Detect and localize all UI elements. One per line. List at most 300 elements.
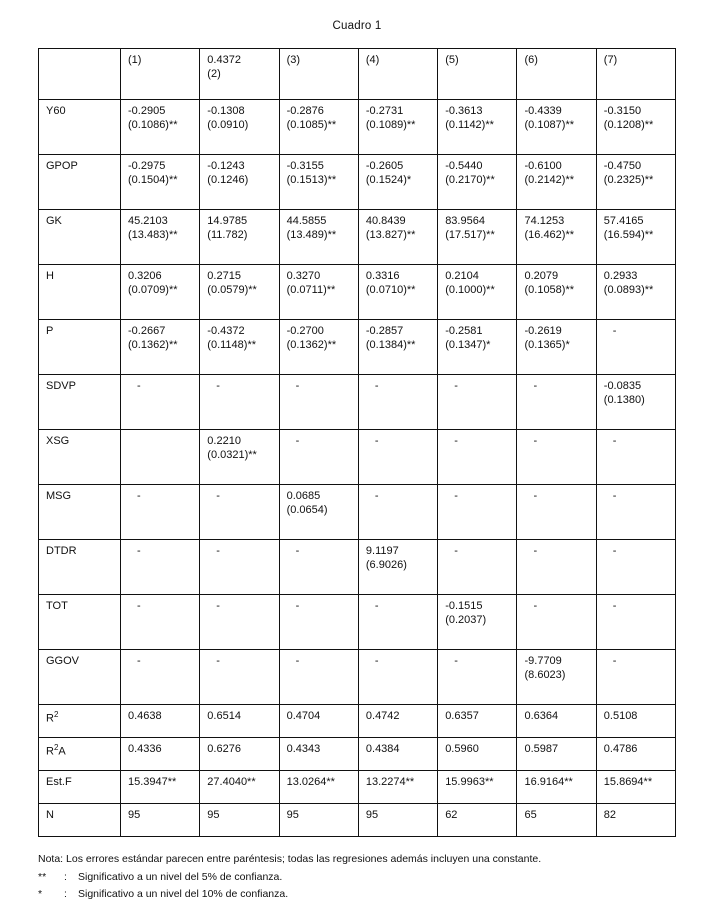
table-cell [596,320,675,375]
table-cell [438,155,517,210]
cell-coefficient: - [533,490,538,502]
table-cell [121,595,200,650]
cell-standard-error: (0.1087)** [524,118,575,131]
cell-coefficient: - [612,325,617,337]
column-header-2-line2: (2) [207,67,221,80]
table-cell [596,595,675,650]
cell-coefficient: -0.1243 [207,160,245,172]
table-cell [279,210,358,265]
row-label-superscript: 2 [53,743,59,752]
table-cell [121,265,200,320]
row-label-text: P [46,325,54,337]
cell-coefficient: - [137,380,141,392]
cell-coefficient: - [216,655,220,667]
table-cell [200,650,279,705]
table-row [39,265,676,320]
cell-standard-error: (0.0709)** [128,283,178,296]
cell-coefficient: - [216,380,220,392]
row-label-text: MSG [46,490,72,502]
cell-coefficient: -0.0835 [603,380,642,392]
cell-standard-error: (0.1142)** [445,118,494,131]
cell-standard-error: (13.483)** [128,228,178,241]
cell-standard-error: (0.2142)** [524,173,575,186]
cell-coefficient: -0.5440 [445,160,483,172]
cell-coefficient: 13.0264** [286,776,335,788]
table-cell [121,705,200,738]
table-cell [517,804,596,837]
table-cell [279,595,358,650]
table-row [39,430,676,485]
cell-coefficient: 0.4742 [365,710,400,722]
row-label-p [39,320,121,375]
table-cell [358,155,437,210]
cell-coefficient: - [612,655,617,667]
cell-coefficient: -0.2731 [365,105,404,117]
column-header-5-line1: (5) [445,54,459,66]
note-item-2-colon: : [64,887,67,900]
cell-coefficient: - [612,545,617,557]
cell-coefficient: 0.5108 [603,710,638,722]
cell-coefficient: 14.9785 [207,215,248,227]
table-cell [121,771,200,804]
table-cell [358,265,437,320]
table-cell [517,650,596,705]
table-cell [438,595,517,650]
row-label-h [39,265,121,320]
table-cell [517,595,596,650]
row-label-gpop [39,155,121,210]
cell-standard-error: (0.1362)** [286,338,337,351]
table-cell [596,210,675,265]
table-cell [279,650,358,705]
cell-coefficient: - [533,600,538,612]
table-row [39,320,676,375]
table-cell [438,265,517,320]
table-cell [358,595,437,650]
table-cell [517,485,596,540]
cell-coefficient: - [137,545,141,557]
cell-standard-error: (0.1380) [603,393,645,406]
cell-standard-error: (0.1384)** [365,338,416,351]
row-label-text: SDVP [46,380,76,392]
table-row [39,210,676,265]
note-item-2-mark: * [38,887,43,900]
cell-coefficient: -0.3155 [286,160,324,172]
table-cell [121,430,200,485]
table-cell [517,100,596,155]
cell-coefficient: 0.4786 [603,743,638,755]
row-label-ggov [39,650,121,705]
cell-coefficient: - [216,545,220,557]
cell-coefficient: 9.1197 [365,545,399,557]
table-cell [121,375,200,430]
table-cell [438,705,517,738]
cell-standard-error: (8.6023) [524,668,566,681]
row-label-r2a [39,738,121,771]
cell-coefficient: -0.2700 [286,325,324,337]
table-cell [517,705,596,738]
table-row [39,155,676,210]
cell-standard-error: (0.1085)** [286,118,337,131]
table-cell [121,650,200,705]
cell-coefficient: 95 [207,809,220,821]
table-cell [279,485,358,540]
row-label-text: Y60 [46,105,66,117]
cell-coefficient: - [216,600,220,612]
table-cell [200,265,279,320]
cell-coefficient: 74.1253 [524,215,565,227]
cell-coefficient: - [454,435,458,447]
table-cell [517,375,596,430]
table-cell [358,804,437,837]
cell-coefficient: - [612,435,617,447]
table-cell [358,485,437,540]
cell-coefficient: -0.3613 [445,105,483,117]
cell-coefficient: - [295,380,300,392]
cell-standard-error: (0.1504)** [128,173,178,186]
cell-coefficient: 0.3206 [128,270,162,282]
table-cell [279,738,358,771]
table-cell [358,771,437,804]
table-cell [358,100,437,155]
table-cell [358,375,437,430]
column-header-4-line1: (4) [365,54,380,66]
table-cell [200,155,279,210]
cell-coefficient: 0.5960 [445,743,479,755]
cell-coefficient: 15.3947** [128,776,177,788]
cell-standard-error: (0.2325)** [603,173,654,186]
cell-coefficient: - [454,380,458,392]
table-cell [517,540,596,595]
table-cell [438,430,517,485]
column-header-4 [358,49,437,100]
row-label-text: H [46,270,54,282]
table-cell [596,100,675,155]
cell-standard-error: (0.1362)** [128,338,178,351]
table-cell [438,738,517,771]
table-cell [279,430,358,485]
table-notes [38,851,676,902]
table-cell [200,375,279,430]
cell-coefficient: 15.9963** [445,776,494,788]
cell-coefficient: - [137,655,141,667]
table-cell [279,540,358,595]
cell-standard-error: (0.0710)** [365,283,416,296]
cell-coefficient: - [295,435,300,447]
cell-coefficient: 95 [286,809,299,821]
cell-coefficient: - [454,655,458,667]
table-cell [121,485,200,540]
table-cell [517,320,596,375]
table-cell [517,430,596,485]
table-cell [121,320,200,375]
cell-coefficient: -0.2975 [128,160,166,172]
table-cell [121,540,200,595]
table-cell [438,771,517,804]
cell-coefficient: - [612,600,617,612]
table-cell [517,265,596,320]
note-item-1-text: Significativo a un nivel del 5% de confianza. [78,871,283,884]
cell-standard-error: (0.1086)** [128,118,178,131]
cell-coefficient: 0.3316 [365,270,400,282]
table-cell [596,430,675,485]
table-cell [438,650,517,705]
cell-coefficient: 0.2715 [207,270,241,282]
cell-standard-error: (0.2170)** [445,173,495,186]
table-cell [517,738,596,771]
cell-standard-error: (16.462)** [524,228,575,241]
table-row [39,705,676,738]
row-label-xsg [39,430,121,485]
cell-standard-error: (0.1000)** [445,283,495,296]
table-body [39,100,676,837]
column-header-2 [200,49,279,100]
column-header-3-line1: (3) [286,54,301,66]
table-cell [200,771,279,804]
table-cell [517,771,596,804]
cell-coefficient: 0.2104 [445,270,479,282]
table-cell [596,705,675,738]
row-label-gk [39,210,121,265]
table-cell [358,738,437,771]
note-item-1 [38,869,676,885]
cell-coefficient: -0.2581 [445,325,483,337]
cell-standard-error: (6.9026) [365,558,407,571]
table-cell [200,210,279,265]
table-cell [438,100,517,155]
cell-standard-error: (0.1365)* [524,338,570,351]
cell-coefficient: 83.9564 [445,215,485,227]
table-cell [121,210,200,265]
cell-coefficient: 57.4165 [603,215,644,227]
cell-coefficient: 0.3270 [286,270,321,282]
cell-coefficient: -0.2667 [128,325,166,337]
cell-coefficient: - [533,435,538,447]
table-caption: Cuadro 1 [332,20,382,32]
row-label-tot [39,595,121,650]
column-header-7 [596,49,675,100]
table-cell [200,540,279,595]
table-cell [438,804,517,837]
table-cell [200,738,279,771]
cell-coefficient: 40.8439 [365,215,406,227]
cell-coefficient: - [295,545,300,557]
table-cell [200,804,279,837]
column-header-5 [438,49,517,100]
row-label-y60 [39,100,121,155]
cell-standard-error: (0.0321)** [207,448,257,461]
column-header-2-line1: 0.4372 [207,54,241,66]
row-label-text: Est.F [46,776,72,788]
cell-coefficient: - [454,545,458,557]
cell-standard-error: (0.1246) [207,173,249,186]
cell-coefficient: - [374,380,379,392]
table-cell [200,595,279,650]
cell-coefficient: - [374,435,379,447]
row-label-text: GPOP [46,160,78,172]
cell-standard-error: (11.782) [207,228,248,241]
table-cell [279,320,358,375]
cell-standard-error: (0.0893)** [603,283,654,296]
cell-coefficient: - [533,380,538,392]
table-cell [517,210,596,265]
row-label-text: GK [46,215,62,227]
cell-coefficient: 95 [365,809,379,821]
table-cell [358,320,437,375]
header-corner-cell [39,49,121,100]
table-cell [596,485,675,540]
table-cell [358,650,437,705]
column-header-1 [121,49,200,100]
cell-coefficient: 27.4040** [207,776,256,788]
table-cell [121,100,200,155]
table-cell [279,375,358,430]
cell-coefficient: -0.4339 [524,105,562,117]
header-row [39,49,676,100]
cell-coefficient: 0.4638 [128,710,162,722]
note-item-2-text: Significativo a un nivel del 10% de confianza. [78,887,289,900]
cell-coefficient: 13.2274** [365,776,415,788]
cell-coefficient: -0.1308 [207,105,245,117]
cell-coefficient: - [374,490,379,502]
cell-coefficient: 0.4343 [286,743,321,755]
table-cell [358,540,437,595]
table-cell [358,430,437,485]
cell-standard-error: (0.0910) [207,118,249,131]
cell-coefficient: 0.6357 [445,710,479,722]
table-cell [279,804,358,837]
row-label-dtdr [39,540,121,595]
cell-coefficient: 16.9164** [524,776,573,788]
row-label-superscript: 2 [53,710,59,719]
table-cell [279,100,358,155]
row-label-est-f [39,771,121,804]
cell-coefficient: 0.4704 [286,710,321,722]
cell-coefficient: - [216,490,220,502]
table-row [39,650,676,705]
table-cell [279,705,358,738]
column-header-1-line1: (1) [128,54,142,66]
row-label-suffix: A [58,745,66,758]
table-cell [596,738,675,771]
column-header-3 [279,49,358,100]
cell-standard-error: (0.2037) [445,613,487,626]
table-row [39,595,676,650]
cell-coefficient: 0.5987 [524,743,559,755]
cell-coefficient: 45.2103 [128,215,168,227]
table-cell [438,485,517,540]
cell-coefficient: 0.4384 [365,743,400,755]
cell-standard-error: (13.827)** [365,228,416,241]
cell-standard-error: (0.0711)** [286,283,336,296]
cell-coefficient: 82 [603,809,617,821]
cell-standard-error: (0.1513)** [286,173,337,186]
table-cell [200,705,279,738]
row-label-text: N [46,809,54,821]
table-row [39,771,676,804]
table-cell [121,738,200,771]
table-row [39,540,676,595]
cell-coefficient: 62 [445,809,458,821]
cell-coefficient: 0.2933 [603,270,638,282]
note-item-1-mark: ** [38,871,47,884]
cell-coefficient: 65 [524,809,537,821]
cell-coefficient: - [612,490,617,502]
cell-coefficient: -0.1515 [445,600,483,612]
table-cell [200,100,279,155]
cell-coefficient: 0.6514 [207,710,241,722]
cell-standard-error: (17.517)** [445,228,495,241]
cell-coefficient: - [533,545,538,557]
cell-coefficient: 0.6276 [207,743,241,755]
note-item-2 [38,886,676,902]
table-cell [121,155,200,210]
table-cell [200,320,279,375]
table-cell [596,540,675,595]
table-cell [517,155,596,210]
cell-coefficient: - [374,600,379,612]
table-cell [279,155,358,210]
cell-standard-error: (0.1208)** [603,118,654,131]
note-main: Nota: Los errores estándar parecen entre paréntesis; todas las regresiones además incluyen una constante. [38,853,542,865]
cell-coefficient: - [295,655,300,667]
cell-coefficient: 0.2079 [524,270,559,282]
cell-standard-error: (0.0579)** [207,283,257,296]
cell-standard-error: (0.0654) [286,503,328,516]
cell-coefficient: -0.6100 [524,160,562,172]
cell-standard-error: (0.1347)* [445,338,491,351]
column-header-7-line1: (7) [603,54,618,66]
cell-coefficient: 0.2210 [207,435,241,447]
cell-coefficient: -0.4750 [603,160,642,172]
row-label-text: XSG [46,435,70,447]
table-cell [279,771,358,804]
row-label-text: DTDR [46,545,77,557]
table-cell [200,430,279,485]
cell-coefficient: -9.7709 [524,655,562,667]
cell-coefficient: -0.2619 [524,325,562,337]
cell-standard-error: (0.1524)* [365,173,412,186]
table-cell [121,804,200,837]
table-cell [438,210,517,265]
row-label-sdvp [39,375,121,430]
table-cell [279,265,358,320]
cell-coefficient: 0.4336 [128,743,162,755]
table-row [39,804,676,837]
cell-standard-error: (16.594)** [603,228,654,241]
cell-coefficient: -0.3150 [603,105,642,117]
cell-coefficient: 0.0685 [286,490,321,502]
table-row [39,738,676,771]
table-header [39,49,676,100]
table-cell [438,320,517,375]
cell-standard-error: (0.1148)** [207,338,257,351]
table-cell [438,540,517,595]
cell-standard-error: (0.1058)** [524,283,575,296]
table-cell [596,155,675,210]
table-cell [596,265,675,320]
row-label-n [39,804,121,837]
row-label-text: R [46,745,54,758]
row-label-text: GGOV [46,655,80,667]
document-page [0,20,714,900]
column-header-6-line1: (6) [524,54,538,66]
column-header-6 [517,49,596,100]
table-row [39,485,676,540]
cell-coefficient: -0.2605 [365,160,404,172]
table-container [38,48,676,837]
table-cell [596,650,675,705]
